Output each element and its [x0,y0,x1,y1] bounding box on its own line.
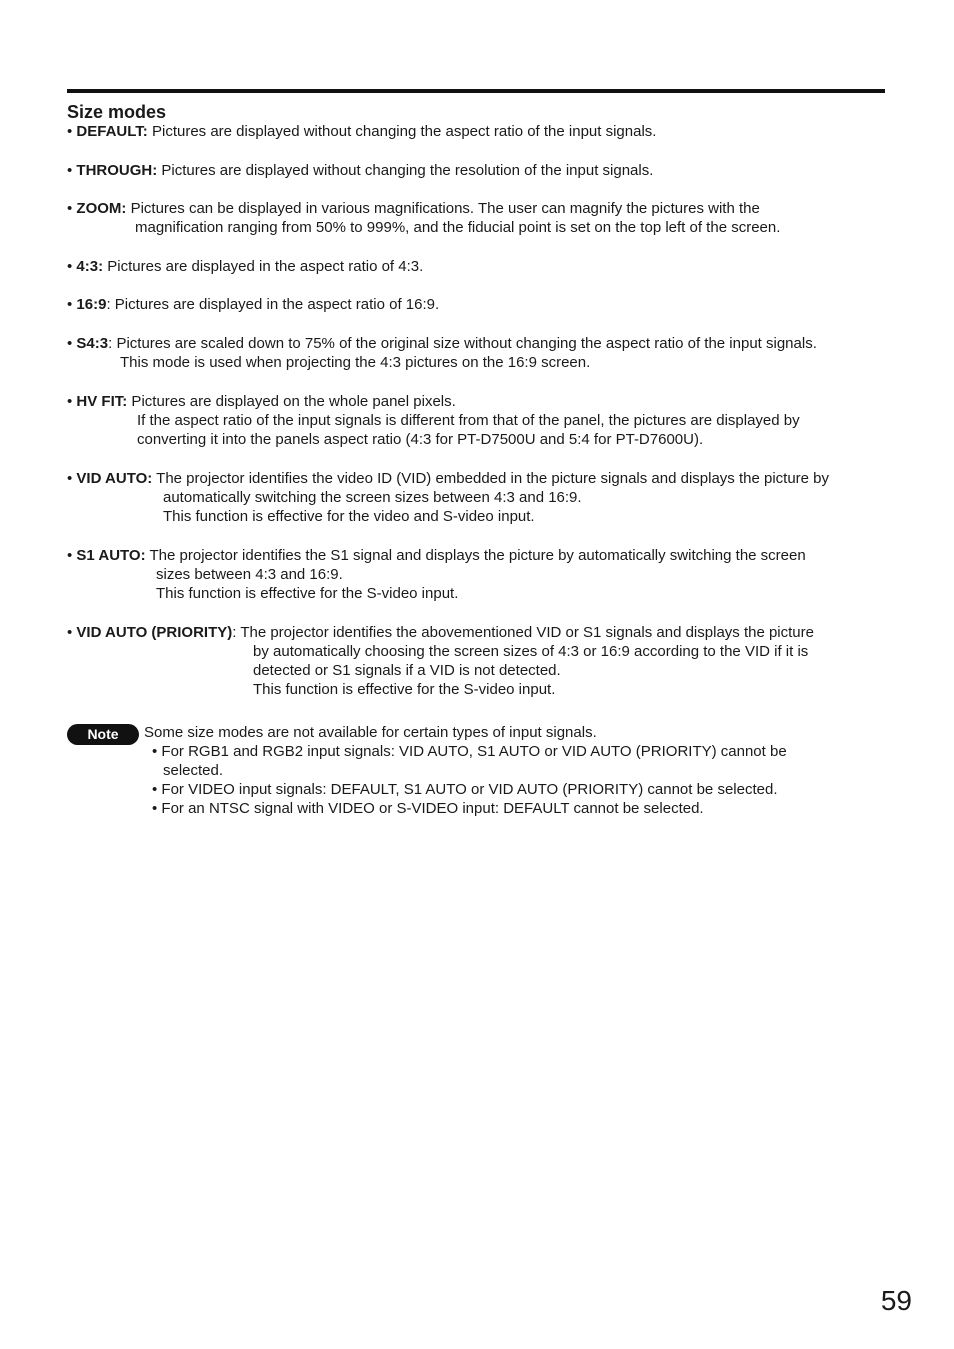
mode-label: DEFAULT: [76,123,148,140]
mode-s4-3: • S4:3: Pictures are scaled down to 75% of the original size without changing the aspect ratio of the input signals. This mode is used when projecting the 4:3 pictures on the 16:9 screen. [67,334,887,372]
note-bullet-cont: selected. [163,762,224,779]
mode-desc-cont: magnification ranging from 50% to 999%, and the fiducial point is set on the top left of the screen. [135,219,781,236]
section-title: Size modes [67,102,167,122]
mode-label: 16:9 [76,296,107,313]
mode-label: S4:3 [76,335,109,352]
mode-desc-cont: converting it into the panels aspect ratio (4:3 for PT-D7500U and 5:4 for PT-D7600U). [137,431,704,448]
mode-s1-auto: • S1 AUTO: The projector identifies the S1 signal and displays the picture by automatically switching the screen sizes between 4:3 and 16:9. This function is effective for the S-video input. [67,546,887,603]
mode-desc: Pictures can be displayed in various magnifications. The user can magnify the pictures with the [126,200,760,217]
note-bullet: • For RGB1 and RGB2 input signals: VID AUTO, S1 AUTO or VID AUTO (PRIORITY) cannot be [152,743,787,760]
mode-default: • DEFAULT: Pictures are displayed without changing the aspect ratio of the input signals. [67,123,657,140]
mode-desc: Pictures are displayed in the aspect ratio of 4:3. [103,258,424,275]
page-number: 59 [880,1285,912,1316]
mode-desc-cont: If the aspect ratio of the input signals is different from that of the panel, the pictures are displayed by [137,412,800,429]
mode-desc-cont: sizes between 4:3 and 16:9. [156,566,343,583]
mode-label: S1 AUTO: [76,547,146,564]
mode-desc: : Pictures are displayed in the aspect ratio of 16:9. [106,296,440,313]
mode-4-3: • 4:3: Pictures are displayed in the aspect ratio of 4:3. [67,258,424,275]
mode-label: ZOOM: [76,200,127,217]
mode-desc: : Pictures are scaled down to 75% of the original size without changing the aspect ratio of the input signals. [108,335,817,352]
mode-label: 4:3: [76,258,104,275]
mode-desc: Pictures are displayed without changing the resolution of the input signals. [157,162,654,179]
note-bullet: • For an NTSC signal with VIDEO or S-VIDEO input: DEFAULT cannot be selected. [152,800,704,817]
mode-through: • THROUGH: Pictures are displayed without changing the resolution of the input signals. [67,162,654,179]
mode-vid-auto-priority: • VID AUTO (PRIORITY): The projector identifies the abovementioned VID or S1 signals and displays the picture by automatically choosing the screen sizes of 4:3 or 16:9 according to the VID if it is detected or S1 signals if a VID is not detected. This function is effective for the S-video input. [67,623,887,699]
note-body [144,723,864,818]
mode-desc: Pictures are displayed on the whole panel pixels. [127,393,456,410]
mode-16-9: • 16:9: Pictures are displayed in the aspect ratio of 16:9. [67,296,440,313]
mode-desc: The projector identifies the S1 signal and displays the picture by automatically switching the screen [145,547,806,564]
mode-desc: Pictures are displayed without changing the aspect ratio of the input signals. [147,123,657,140]
mode-vid-auto: • VID AUTO: The projector identifies the video ID (VID) embedded in the picture signals and displays the picture by automatically switching the screen sizes between 4:3 and 16:9. This function is effective for the video and S-video input. [67,469,887,526]
top-rule [67,89,885,93]
mode-desc-cont: This function is effective for the S-video input. [156,585,459,602]
note-bullet: • For VIDEO input signals: DEFAULT, S1 AUTO or VID AUTO (PRIORITY) cannot be selected. [152,781,778,798]
mode-desc-cont: This mode is used when projecting the 4:3 pictures on the 16:9 screen. [120,354,591,371]
mode-label: THROUGH: [76,162,158,179]
mode-hv-fit: • HV FIT: Pictures are displayed on the whole panel pixels. If the aspect ratio of the input signals is different from that of the panel, the pictures are displayed by converting it into the panels aspect ratio (4:3 for PT-D7500U and 5:4 for PT-D7600U). [67,392,887,449]
mode-desc-cont: by automatically choosing the screen sizes of 4:3 or 16:9 according to the VID if it is [253,643,809,660]
mode-label: VID AUTO: [76,470,153,487]
mode-label: HV FIT: [76,393,128,410]
mode-desc-cont: automatically switching the screen sizes between 4:3 and 16:9. [163,489,582,506]
mode-desc-cont: This function is effective for the video and S-video input. [163,508,535,525]
mode-desc-cont: detected or S1 signals if a VID is not detected. [253,662,561,679]
note-intro: Some size modes are not available for certain types of input signals. [144,724,597,741]
mode-desc-cont: This function is effective for the S-video input. [253,681,556,698]
note-badge: Note [67,724,139,745]
mode-desc: : The projector identifies the abovementioned VID or S1 signals and displays the picture [232,624,814,641]
mode-desc: The projector identifies the video ID (VID) embedded in the picture signals and displays the picture by [152,470,830,487]
mode-zoom: • ZOOM: Pictures can be displayed in various magnifications. The user can magnify the pictures with the magnification ranging from 50% to 999%, and the fiducial point is set on the top left of the screen. [67,199,887,237]
mode-label: VID AUTO (PRIORITY) [76,624,233,641]
